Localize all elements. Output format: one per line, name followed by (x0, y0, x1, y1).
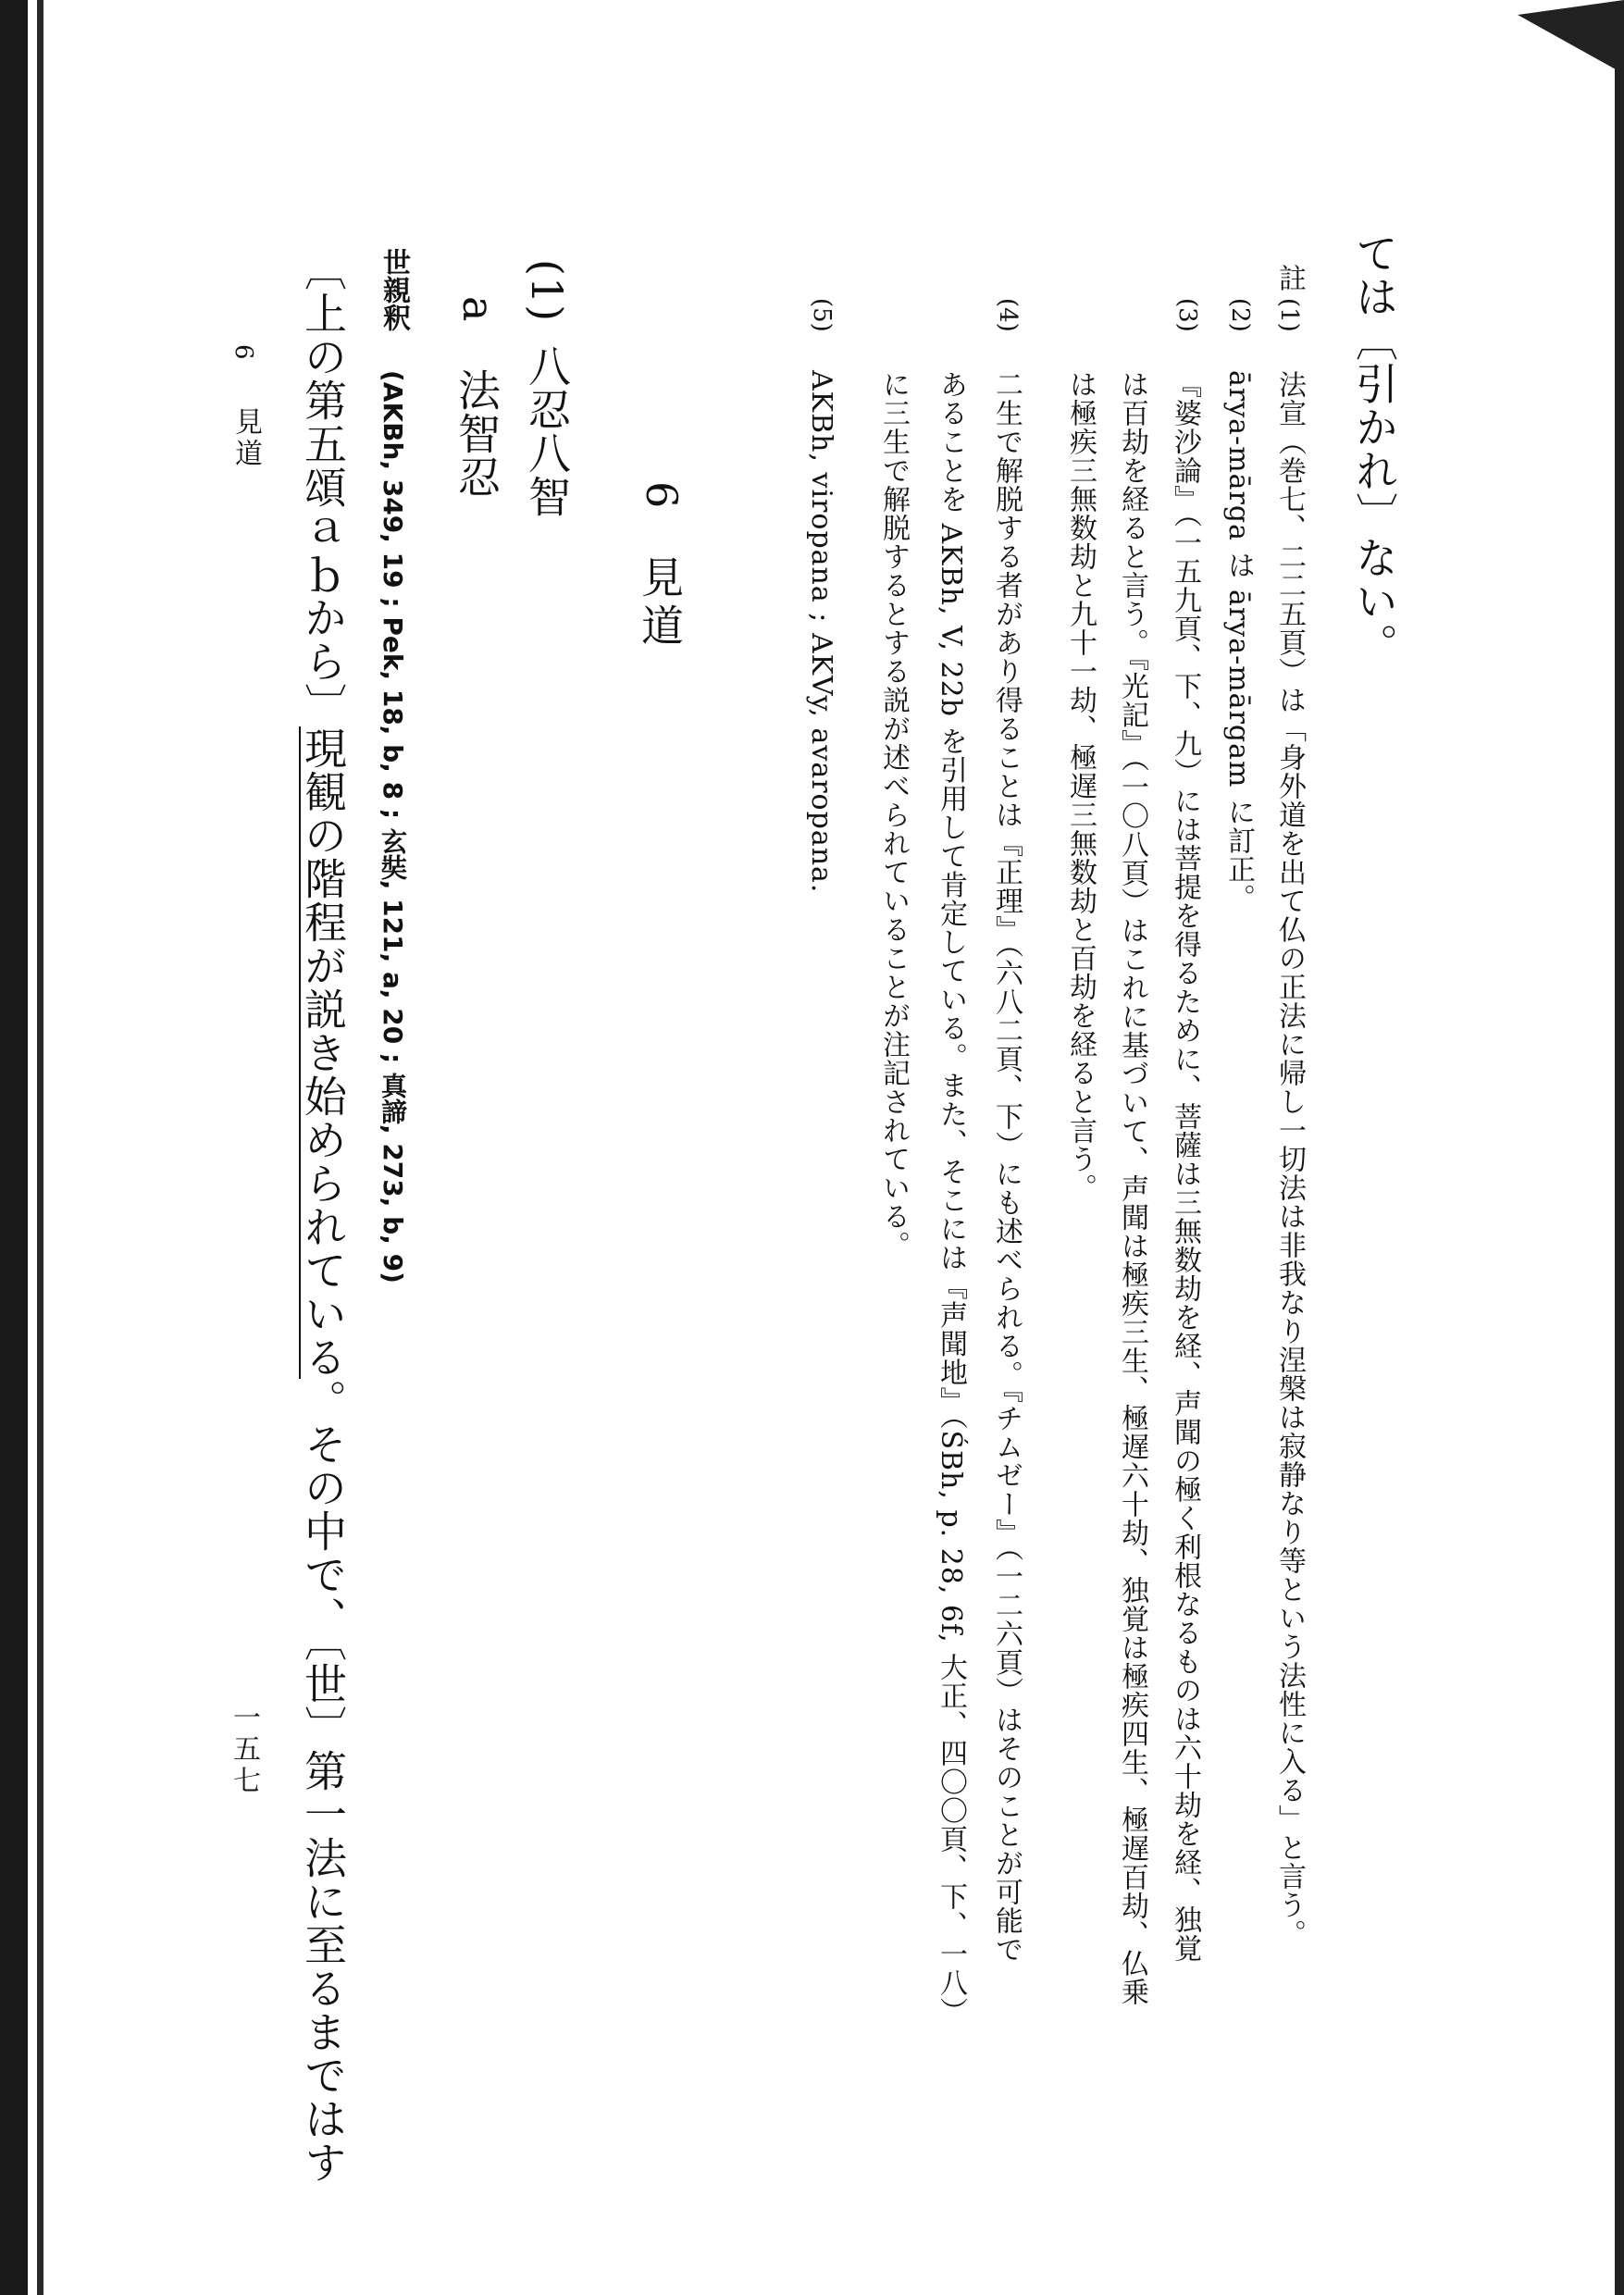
item-title: 法智忍 (452, 368, 502, 499)
scan-border-left-inner (37, 0, 43, 2295)
note-text: AKBh, viropana ; AKVy, avaropana. (805, 370, 837, 894)
note-text: あることを AKBh, V, 22b を引用して肯定している。また、そこには『声聞地』（ŚBh, p. 28, 6f, 大正、四〇〇頁、下、一八） (935, 370, 967, 2027)
running-head-title: 見道 (229, 407, 262, 470)
note-number: (4) (994, 298, 1022, 332)
note-text: ārya-mārga は ārya-mārgam に訂正。 (1222, 370, 1255, 912)
body-bracket: 〔上の第五頌ａｂから〕 (298, 248, 348, 726)
note-text: 法宣（巻七、二二五頁）は「身外道を出て仏の正法に帰し一切法は非我なり涅槃は寂静なり等という法性に入る」と言う。 (1273, 370, 1306, 1948)
body-underlined: 現観の階程が説き始められている (298, 726, 348, 1379)
note-text: 二生で解脱する者があり得ることは『正理』（六八二頁、下）にも述べられる。『チムゼー』（一二六頁）はそのことが可能で (990, 370, 1023, 1964)
scan-border-right (1615, 37, 1624, 2295)
scan-border-left (0, 0, 28, 2295)
continuation-line: ては〔引かれ〕ない。 (1349, 231, 1399, 666)
note-text: に三生で解脱するとする説が述べられていることが注記されている。 (877, 370, 910, 1259)
note-number: (3) (1173, 298, 1201, 332)
page-number: 一五七 (228, 1703, 260, 1797)
subsection-title: 八忍八智 (522, 344, 572, 518)
note-number: (1) (1275, 298, 1303, 332)
subsection-number: (1) (522, 259, 572, 323)
commentary-refs: (AKBh, 349, 19 ; Pek, 18, b, 8 ; 玄奘, 121, a, 20 ; 真諦, 273, b, 9) (378, 370, 408, 1284)
section-title: 見道 (635, 555, 685, 651)
note-text: 『婆沙論』（一五九頁、下、九）には菩提を得るために、菩薩は三無数劫を経、声聞の極く利根なるものは六十劫を経、独覚 (1169, 370, 1201, 1963)
item-letter: a (453, 296, 503, 323)
note-text: は極疾三無数劫と九十一劫、極遅三無数劫と百劫を経ると言う。 (1064, 370, 1097, 1202)
note-number: (5) (808, 298, 836, 332)
note-text: は百劫を経ると言う。『光記』（一〇八頁）はこれに基づいて、声聞は極疾三生、極遅六十劫、独覚は極疾四生、極遅百劫、仏乗 (1116, 370, 1148, 2006)
section-number: 6 (637, 481, 687, 510)
notes-label: 註 (1273, 264, 1306, 292)
note-number: (2) (1226, 298, 1254, 332)
commentary-label: 世親釈 (378, 248, 410, 331)
body-rest: 。その中で、〔世〕第一法に至るまではす (298, 1379, 348, 2184)
running-head-number: 6 (229, 344, 257, 361)
scan-corner-fold (1518, 0, 1624, 74)
body-line (298, 248, 348, 2184)
